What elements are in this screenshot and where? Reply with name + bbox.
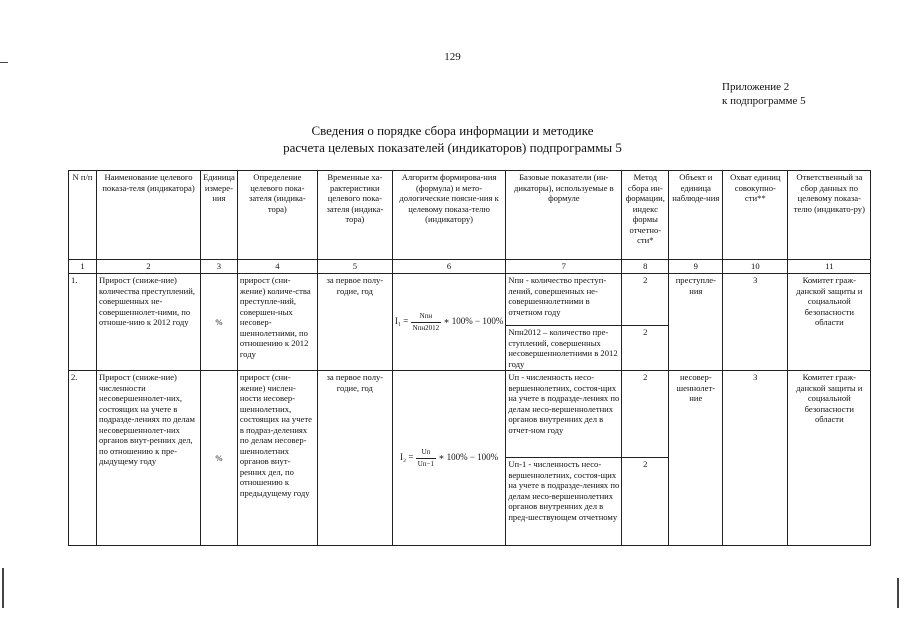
formula-lhs: I₂ = (400, 452, 414, 463)
column-number: 11 (788, 260, 871, 274)
formula-rest: ∗ 100% − 100% (438, 452, 499, 463)
title-line-2: расчета целевых показателей (индикаторов) подпрограммы 5 (283, 140, 622, 155)
appendix-label (722, 80, 806, 108)
header-cell: Временные ха-рактеристики целевого пока-зателя (индика-тора) (317, 171, 392, 260)
header-cell: Алгоритм формирова-ния (формула) и мето-дологические поясне-ния к целевому показа-телю (индикатору) (392, 171, 505, 260)
column-number-row (69, 260, 871, 274)
table-header-row (69, 171, 871, 260)
formula-fraction (411, 311, 442, 333)
header-cell: Единица измере-ния (201, 171, 238, 260)
header-cell: Объект и единица наблюде-ния (669, 171, 723, 260)
responsible: Комитет граж-данской защиты и социальной безопасности области (788, 371, 871, 546)
title-line-1: Сведения о порядке сбора информации и методике (311, 123, 594, 138)
formula-rest: ∗ 100% − 100% (443, 316, 504, 327)
time-characteristics: за первое полу-годие, год (317, 371, 392, 546)
collection-method: 2 (622, 274, 669, 326)
time-characteristics: за первое полу-годие, год (317, 274, 392, 371)
indicator-name: Прирост (сниже-ние) численности несовершеннолет-них, состоящих на учете в подразде-лениях по делам несовершеннолет-них органов внут-ренних дел, по отношению к пре-дыдущему году (97, 371, 201, 546)
responsible: Комитет граж-данской защиты и социальной безопасности области (788, 274, 871, 371)
appendix-line-1: Приложение 2 (722, 81, 790, 93)
scan-edge-mark (2, 568, 4, 608)
indicators-table (68, 170, 871, 546)
base-indicator: Nпн2012 – количество пре-ступлений, совершенных несовершеннолетними в 2012 году (506, 326, 622, 371)
column-number: 5 (317, 260, 392, 274)
header-cell: Наименование целевого показа-теля (индикатора) (97, 171, 201, 260)
row-number: 2. (69, 371, 97, 546)
formula-numerator: Nпн (411, 311, 442, 323)
column-number: 6 (392, 260, 505, 274)
unit: % (201, 371, 238, 546)
column-number: 2 (97, 260, 201, 274)
table-row (69, 371, 871, 458)
header-cell: Охват единиц совокупно-сти** (723, 171, 788, 260)
unit: % (201, 274, 238, 371)
header-cell: Базовые показатели (ин-дикаторы), используемые в формуле (506, 171, 622, 260)
base-indicator: Nпн - количество преступ-лений, совершенных не-совершеннолетними в отчетном году (506, 274, 622, 326)
page-number: 129 (444, 51, 461, 63)
base-indicator: Uп - численность несо-вершеннолетних, состоя-щих на учете в подразде-лениях по делам несо-вершеннолетних органов внутренних дел в отчет-ном году (506, 371, 622, 458)
observation-object: преступле-ния (669, 274, 723, 371)
coverage: 3 (723, 371, 788, 546)
definition: прирост (сни-жение) числен-ности несовер-шеннолетних, состоящих на учете в подраз-делениях по делам несовер-шеннолетних органов внут-ренних дел, по отношению к предыдущему году (237, 371, 317, 546)
definition: прирост (сни-жение) количе-ства преступле-ний, совершен-ных несовер-шеннолетними, по отношению к 2012 году (237, 274, 317, 371)
table-row (69, 274, 871, 326)
formula (392, 371, 505, 546)
formula-denominator: Uп−1 (417, 459, 434, 468)
header-cell: Метод сбора ин-формации, индекс формы отчетно-сти* (622, 171, 669, 260)
indicator-name: Прирост (сниже-ние) количества преступлений, совершенных не-совершеннолет-ними, по отноше-нию к 2012 году (97, 274, 201, 371)
scan-edge-mark (897, 578, 899, 608)
formula-fraction (416, 447, 436, 469)
column-number: 7 (506, 260, 622, 274)
formula-numerator: Uп (416, 447, 436, 459)
header-cell: Ответственный за сбор данных по целевому показа-телю (индикато-ру) (788, 171, 871, 260)
header-cell: Определение целевого пока-зателя (индика-тора) (237, 171, 317, 260)
column-number: 4 (237, 260, 317, 274)
collection-method: 2 (622, 458, 669, 546)
formula-denominator: Nпн2012 (412, 323, 440, 332)
scan-edge-mark (0, 62, 8, 63)
column-number: 8 (622, 260, 669, 274)
observation-object: несовер-шеннолет-ние (669, 371, 723, 546)
row-number: 1. (69, 274, 97, 371)
collection-method: 2 (622, 326, 669, 371)
formula (392, 274, 505, 371)
column-number: 10 (723, 260, 788, 274)
document-title (0, 122, 905, 156)
column-number: 1 (69, 260, 97, 274)
formula-lhs: I₁ = (394, 316, 409, 327)
column-number: 3 (201, 260, 238, 274)
coverage: 3 (723, 274, 788, 371)
base-indicator: Uп-1 - численность несо-вершеннолетних, состоя-щих на учете в подразде-лениях по делам несо-вершеннолетних органов внутренних дел в пред-шествующем отчетному (506, 458, 622, 546)
header-cell: N п/п (69, 171, 97, 260)
appendix-line-2: к подпрограмме 5 (722, 95, 806, 107)
column-number: 9 (669, 260, 723, 274)
collection-method: 2 (622, 371, 669, 458)
